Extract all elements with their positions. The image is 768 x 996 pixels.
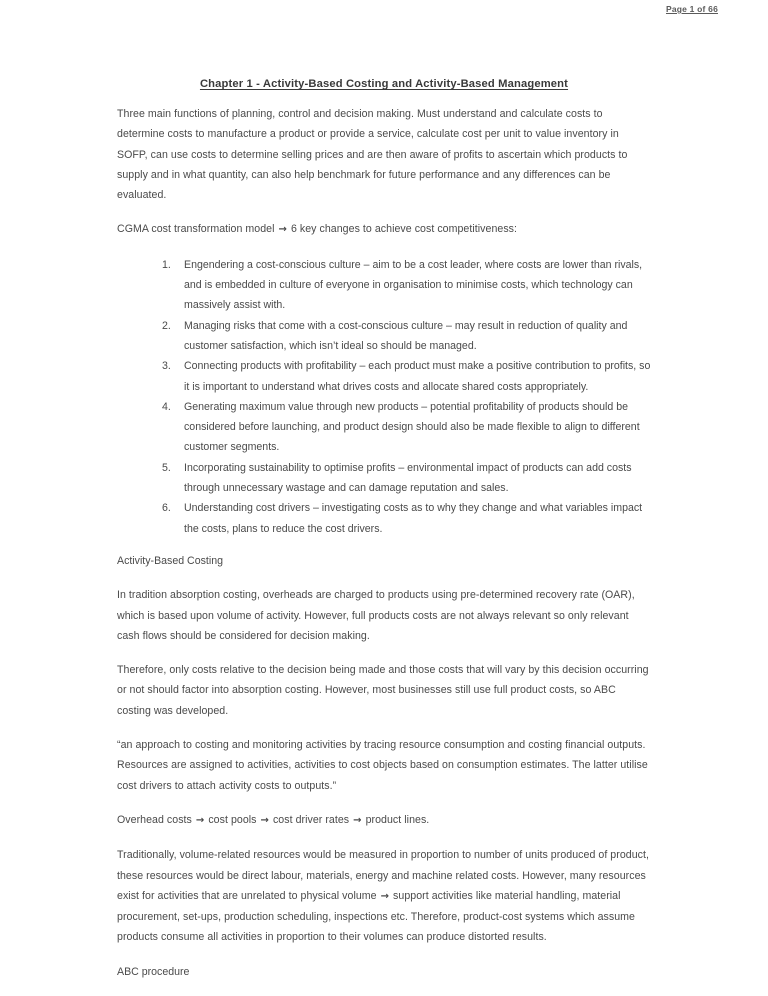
- traditionally-segment-2: support activities like material handling, material procurement, set-ups, production scheduling, inspections etc. Therefore, product-cost systems which assume products consume all activities in proportion to their volumes can produce distorted results.: [117, 889, 635, 944]
- page-title: Chapter 1 - Activity-Based Costing and Activity-Based Management: [199, 78, 569, 90]
- intro-paragraph: Three main functions of planning, control and decision making. Must understand and calculate costs to determine costs to manufacture a product or provide a service, calculate cost per unit to value inventory in SOFP, can use costs to determine selling prices and are then aware of profits to ascertain which products to supply and in what quantity, can also help benchmark for future performance and any differences can be evaluated.: [117, 108, 628, 202]
- cgma-key-changes-list: [117, 255, 651, 539]
- traditionally-paragraph: [117, 845, 651, 947]
- right-arrow-icon: →: [195, 814, 205, 826]
- list-item: Generating maximum value through new products – potential profitability of products should be considered before launching, and product design should also be made flexible to align to different customer segments.: [184, 400, 640, 454]
- list-item: Engendering a cost-conscious culture – aim to be a cost leader, where costs are lower than rivals, and is embedded in culture of everyone in organisation to minimise costs, which technology can massively assist with.: [184, 258, 643, 312]
- cgma-model-lead-in: [117, 219, 651, 240]
- list-item: Incorporating sustainability to optimise profits – environmental impact of products can add costs through unnecessary wastage and can damage reputation and sales.: [184, 461, 632, 495]
- section-heading-abc-procedure: ABC procedure: [117, 965, 190, 978]
- section-heading-activity-based-costing: Activity-Based Costing: [117, 554, 223, 567]
- overhead-flow-segment-3: cost driver rates: [269, 813, 353, 826]
- right-arrow-icon: →: [278, 224, 287, 236]
- overhead-cost-flow-line: [117, 810, 651, 831]
- therefore-paragraph: Therefore, only costs relative to the decision being made and those costs that will vary by this decision occurring or not should factor into absorption costing. However, most businesses still use full product costs, so ABC costing was developed.: [117, 664, 649, 717]
- tradition-absorption-paragraph: In tradition absorption costing, overheads are charged to products using pre-determined recovery rate (OAR), which is based upon volume of activity. However, full products costs are not always relevant so only relevant cash flows should be considered for decision making.: [117, 589, 635, 642]
- document-body: [117, 78, 651, 996]
- overhead-flow-segment-2: cost pools: [205, 813, 260, 826]
- page-number-header: Page 1 of 66: [665, 4, 718, 14]
- traditionally-segment-1: Traditionally, volume-related resources would be measured in proportion to number of units produced of product, these resources would be direct labour, materials, energy and machine related costs. However, many resources exist for activities that are unrelated to physical volume: [117, 849, 649, 902]
- list-item: Understanding cost drivers – investigating costs as to why they change and what variables impact the costs, plans to reduce the cost drivers.: [184, 502, 643, 535]
- right-arrow-icon: →: [260, 814, 269, 826]
- list-item: Managing risks that come with a cost-conscious culture – may result in reduction of quality and customer satisfaction, which isn’t ideal so should be managed.: [184, 319, 628, 352]
- overhead-flow-segment-4: product lines.: [362, 813, 430, 826]
- cgma-lead-text-after: 6 key changes to achieve cost competitiveness:: [287, 223, 518, 236]
- right-arrow-icon: →: [380, 890, 390, 902]
- right-arrow-icon: →: [353, 814, 362, 826]
- list-item: Connecting products with profitability – each product must make a positive contribution to profits, so it is important to understand what drives costs and allocate shared costs appropriately.: [184, 360, 651, 393]
- abc-definition-quote: “an approach to costing and monitoring activities by tracing resource consumption and costing financial outputs. Resources are assigned to activities, activities to cost objects based on consumption estimates. The latter utilise cost drivers to attach activity costs to outputs.”: [117, 739, 648, 792]
- cgma-lead-text-before: CGMA cost transformation model: [117, 223, 278, 236]
- overhead-flow-segment-1: Overhead costs: [117, 813, 195, 826]
